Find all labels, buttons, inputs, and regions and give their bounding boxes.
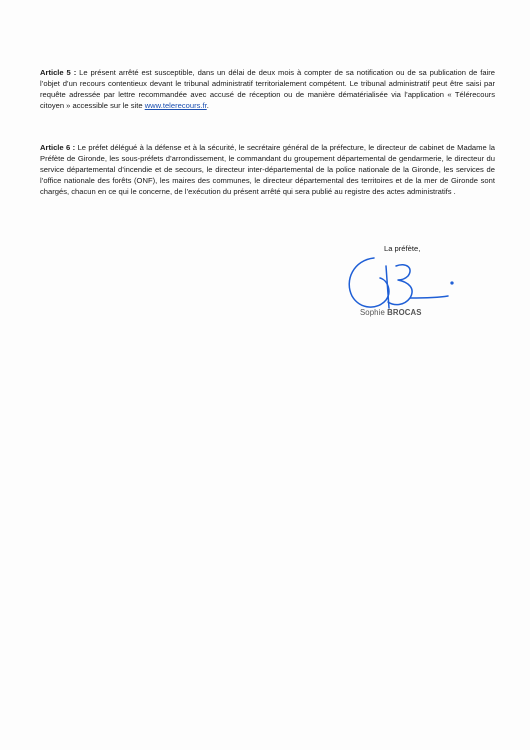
signer-title: La préfète,: [384, 244, 421, 253]
article-5-end: .: [206, 101, 209, 111]
article-5-text: Le présent arrêté est susceptible, dans un délai de deux mois à compter de sa notification ou de sa publication de faire l’objet d’un recours contentieux devant le tribunal administratif territorialement compétent. Le tribunal administratif peut être saisi par requête adressée par lettre recommandée avec accusé de réception ou de manière dématérialisée via l’application « Télérecours citoyen » accessible sur le site: [40, 68, 496, 111]
signer-last-name: BROCAS: [387, 308, 422, 317]
article-6: [40, 142, 495, 197]
signature-block: [340, 236, 470, 336]
article-5: [40, 67, 495, 111]
article-6-text: Le préfet délégué à la défense et à la sécurité, le secrétaire général de la préfecture, le directeur de cabinet de Madame la Préfète de Gironde, les sous-préfets d’arrondissement, le commandant du groupement départemental de gendarmerie, le directeur du service départemental d’incendie et de secours, le directeur inter-départemental de la police nationale de la Gironde, les services de l’office nationale des forêts (ONF), les maires des communes, le directeur départemental des territoires et de la mer de Gironde sont chargés, chacun en ce qui le concerne, de l’exécution du présent arrêté qui sera publié au registre des actes administratifs .: [40, 143, 495, 197]
signer-first-name: Sophie: [360, 308, 385, 317]
article-6-title: Article 6 :: [40, 143, 76, 152]
article-5-title: Article 5 :: [40, 68, 77, 77]
signer-name: [360, 308, 422, 317]
telerecours-link[interactable]: www.telerecours.fr: [144, 101, 207, 111]
